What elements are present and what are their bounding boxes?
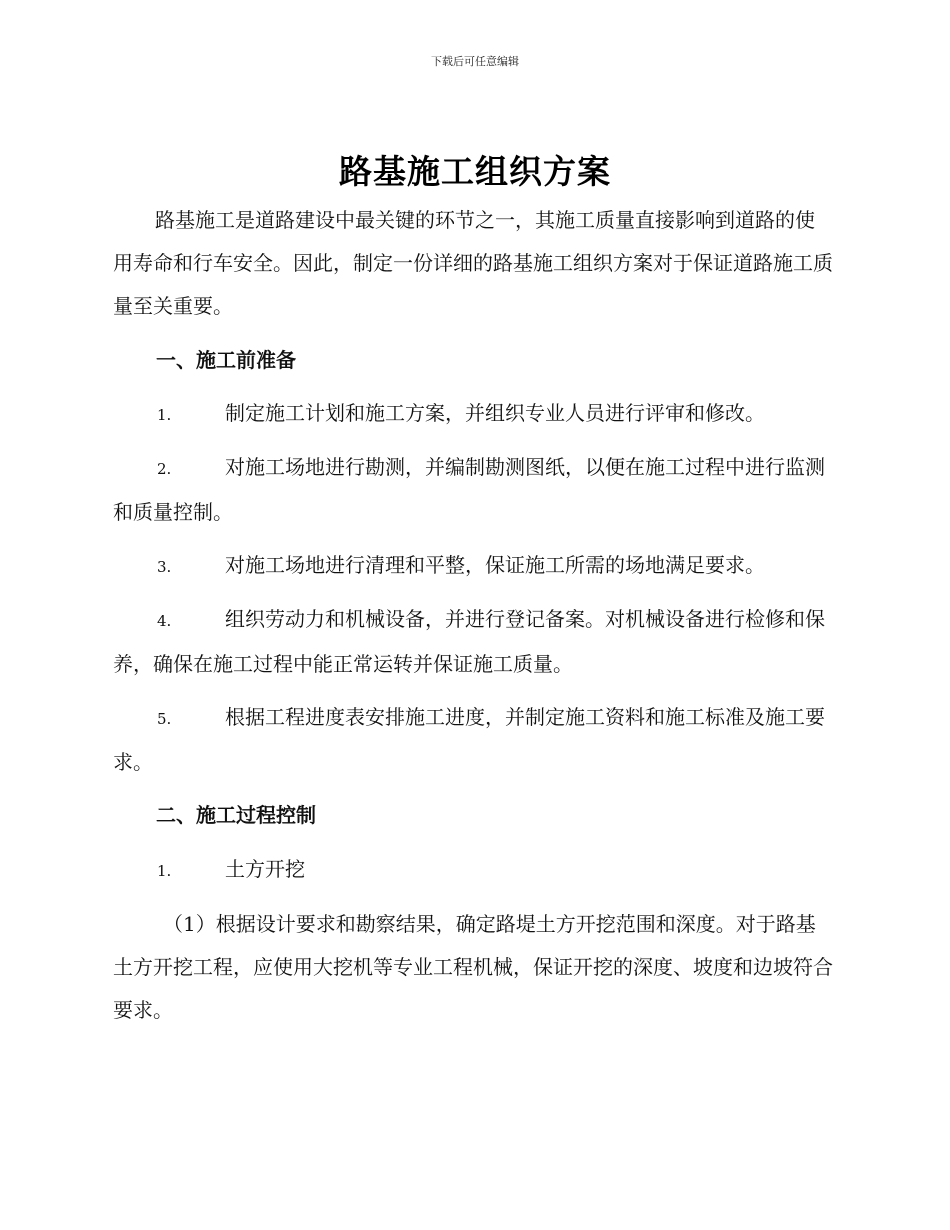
- section-heading-process-control: 二、施工过程控制: [156, 803, 316, 827]
- list-item: [113, 446, 833, 534]
- list-item: [113, 598, 833, 686]
- list-item-text: 土方开挖: [225, 857, 305, 881]
- list-item-number: 3.: [157, 558, 172, 576]
- page-header: 下载后可任意编辑: [431, 55, 519, 68]
- list-item-text: 根据工程进度表安排施工进度，并制定施工资料和施工标准及施工要求。: [113, 705, 825, 774]
- list-item-number: 2.: [157, 460, 172, 478]
- intro-paragraph: 路基施工是道路建设中最关键的环节之一，其施工质量直接影响到道路的使用寿命和行车安全。因此，制定一份详细的路基施工组织方案对于保证道路施工质量至关重要。: [113, 208, 833, 318]
- list-item-text: 组织劳动力和机械设备，并进行登记备案。对机械设备进行检修和保养，确保在施工过程中能正常运转并保证施工质量。: [113, 607, 825, 676]
- list-item: [113, 696, 833, 784]
- list-item-number: 1.: [157, 406, 172, 424]
- list-item-text: 制定施工计划和施工方案，并组织专业人员进行评审和修改。: [225, 401, 765, 425]
- list-item: [113, 848, 833, 893]
- list-item-number: 5.: [157, 710, 172, 728]
- list-item: [113, 392, 833, 437]
- sub-item-paragraph: （1）根据设计要求和勘察结果，确定路堤土方开挖范围和深度。对于路基土方开挖工程，应使用大挖机等专业工程机械，保证开挖的深度、坡度和边坡符合要求。: [113, 912, 833, 1022]
- list-item: [113, 544, 833, 589]
- list-item-text: 对施工场地进行清理和平整，保证施工所需的场地满足要求。: [225, 553, 765, 577]
- section-heading-preparation: 一、施工前准备: [156, 348, 296, 372]
- document-title: 路基施工组织方案: [339, 152, 611, 191]
- list-item-number: 1.: [157, 862, 172, 880]
- list-item-number: 4.: [157, 612, 172, 630]
- list-item-text: 对施工场地进行勘测，并编制勘测图纸，以便在施工过程中进行监测和质量控制。: [113, 455, 825, 524]
